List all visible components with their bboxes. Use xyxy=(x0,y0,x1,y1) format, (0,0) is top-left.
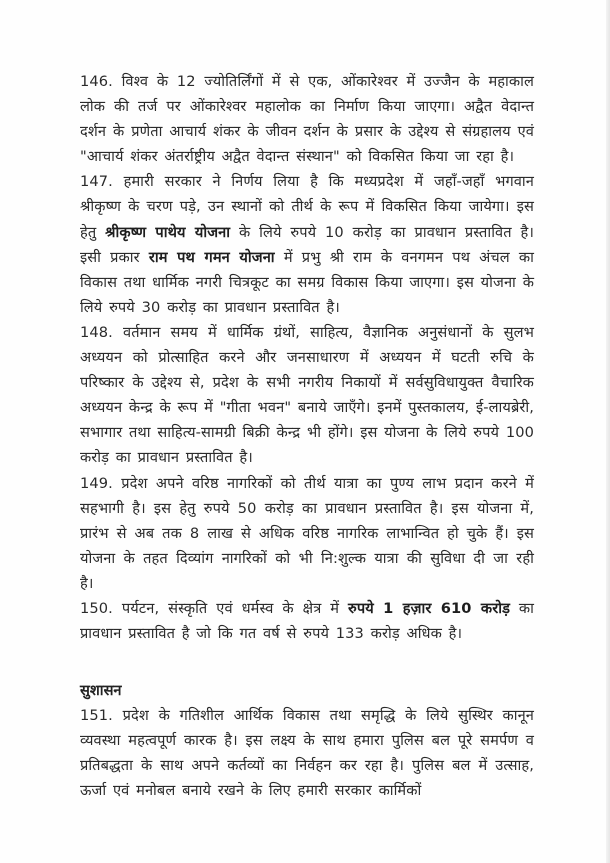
paragraph-text: प्रदेश के गतिशील आर्थिक विकास तथा समृद्धि के लिये सुस्थिर कानून व्यवस्था महत्वपूर्ण कारक है। इस लक्ष्य के साथ हमारा पुलिस बल पूरे समर्पण व प्रतिबद्धता के साथ अपने कर्तव्यों का निर्वहन कर रहा है। पुलिस बल में उत्साह, ऊर्जा एवं मनोबल बनाये रखने के लिए हमारी सरकार कार्मिकों xyxy=(80,707,534,800)
paragraph-text: हमारी सरकार ने निर्णय लिया है कि मध्यप्रदेश में जहाँ-जहाँ भगवान श्रीकृष्ण के चरण पड़े, उन स्थानों को तीर्थ के रूप में विकसित किया जायेगा। इस हेतु xyxy=(80,173,534,241)
paragraph-text: में प्रभु श्री राम के वनगमन पथ अंचल का विकास तथा धार्मिक नगरी चित्रकूट का समग्र विकास किया जाएगा। इस योजना के लिये रुपये 30 करोड़ का प्रावधान प्रस्तावित है। xyxy=(80,248,534,316)
paragraph-number: 151. xyxy=(80,707,113,725)
paragraph-text: के लिये रुपये 10 करोड़ का प्रावधान प्रस्तावित है। इसी प्रकार xyxy=(80,223,534,266)
paragraph-number: 150. xyxy=(80,599,113,617)
paragraph-148 xyxy=(80,320,534,471)
scheme-name-shrikrishna-pathey: श्रीकृष्ण पाथेय योजना xyxy=(105,223,231,241)
paragraph-text: पर्यटन, संस्कृति एवं धर्मस्व के क्षेत्र में xyxy=(112,599,349,617)
paragraph-149 xyxy=(80,471,534,596)
document-body xyxy=(80,69,534,804)
paragraph-text: का प्रावधान प्रस्तावित है जो कि गत वर्ष से रुपये 133 करोड़ अधिक है। xyxy=(80,599,534,643)
scan-edge xyxy=(606,0,610,863)
section-heading-sushasan: सुशासन xyxy=(80,682,122,700)
paragraph-151 xyxy=(80,703,534,803)
paragraph-147 xyxy=(80,169,534,320)
paragraph-text: प्रदेश अपने वरिष्ठ नागरिकों को तीर्थ यात्रा का पुण्य लाभ प्रदान करने में सहभागी है। इस हेतु रुपये 50 करोड़ का प्रावधान प्रस्तावित है। इस योजना में, प्रारंभ से अब तक 8 लाख से अधिक वरिष्ठ नागरिक लाभान्वित हो चुके हैं। इस योजना के तहत दिव्यांग नागरिकों को भी नि:शुल्क यात्रा की सुविधा दी जा रही है। xyxy=(80,474,534,592)
scheme-name-ram-path-gaman: राम पथ गमन योजना xyxy=(148,248,275,266)
paragraph-146 xyxy=(80,69,534,169)
paragraph-text: विश्व के 12 ज्योतिर्लिंगों में से एक, ओंकारेश्वर में उज्जैन के महाकाल लोक की तर्ज पर ओंकारेश्वर महालोक का निर्माण किया जाएगा। अद्वैत वेदान्त दर्शन के प्रणेता आचार्य शंकर के जीवन दर्शन के प्रसार के उद्देश्य से संग्रहालय एवं "आचार्य शंकर अंतर्राष्ट्रीय अद्वैत वेदान्त संस्थान" को विकसित किया जा रहा है। xyxy=(80,73,534,166)
paragraph-number: 148. xyxy=(80,323,113,341)
budget-amount: रुपये 1 हज़ार 610 करोड़ xyxy=(348,599,510,617)
paragraph-number: 147. xyxy=(80,173,113,191)
paragraph-number: 149. xyxy=(80,474,113,492)
paragraph-text: वर्तमान समय में धार्मिक ग्रंथों, साहित्य, वैज्ञानिक अनुसंधानों के सुलभ अध्ययन को प्रोत्साहित करने और जनसाधारण में अध्ययन में घटती रुचि के परिष्कार के उद्देश्य से, प्रदेश के सभी नगरीय निकायों में सर्वसुविधायुक्त वैचारिक अध्ययन केन्द्र के रूप में "गीता भवन" बनाये जाएँगे। इनमें पुस्तकालय, ई-लायब्रेरी, सभागार तथा साहित्य-सामग्री बिक्री केन्द्र भी होंगे। इस योजना के लिये रुपये 100 करोड़ का प्रावधान प्रस्तावित है। xyxy=(80,323,534,467)
paragraph-150 xyxy=(80,596,534,646)
paragraph-number: 146. xyxy=(80,73,113,90)
